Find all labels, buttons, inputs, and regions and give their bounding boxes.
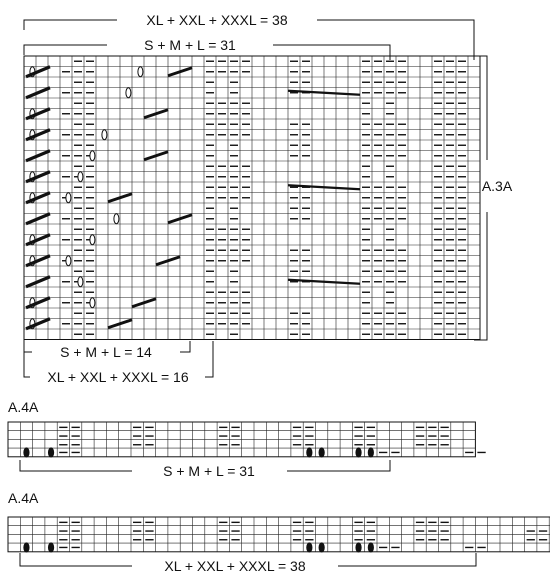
bobble-symbol (356, 448, 361, 457)
bobble-symbol (24, 543, 29, 552)
yarn-over-symbol (90, 298, 95, 308)
label-side-a3a: A.3A (481, 178, 513, 194)
chart-a4a-2-grid (8, 517, 550, 552)
bobble-symbol (307, 448, 312, 457)
bobble-symbol (356, 543, 361, 552)
yarn-over-symbol (90, 235, 95, 245)
label-a4a-1-span: S + M + L = 31 (163, 463, 255, 479)
title-a4a-1: A.4A (8, 399, 39, 415)
bobble-symbol (48, 543, 53, 552)
yarn-over-symbol (78, 277, 83, 287)
yarn-over-symbol (126, 88, 131, 98)
bobble-symbol (307, 543, 312, 552)
yarn-over-symbol (78, 172, 83, 182)
yarn-over-symbol (90, 151, 95, 161)
bobble-symbol (24, 448, 29, 457)
bobble-symbol (48, 448, 53, 457)
label-bottom-sml: S + M + L = 14 (60, 344, 152, 360)
yarn-over-symbol (102, 130, 107, 140)
label-a4a-2-span: XL + XXL + XXXL = 38 (164, 558, 306, 574)
bobble-symbol (368, 448, 373, 457)
label-top-xl: XL + XXL + XXXL = 38 (146, 12, 288, 28)
label-bottom-xl: XL + XXL + XXXL = 16 (47, 369, 189, 385)
bobble-symbol (319, 448, 324, 457)
bobble-symbol (368, 543, 373, 552)
label-top-sml: S + M + L = 31 (144, 37, 236, 53)
bobble-symbol (319, 543, 324, 552)
yarn-over-symbol (114, 214, 119, 224)
yarn-over-symbol (66, 256, 71, 266)
yarn-over-symbol (66, 193, 71, 203)
yarn-over-symbol (138, 67, 143, 77)
title-a4a-2: A.4A (8, 490, 39, 506)
